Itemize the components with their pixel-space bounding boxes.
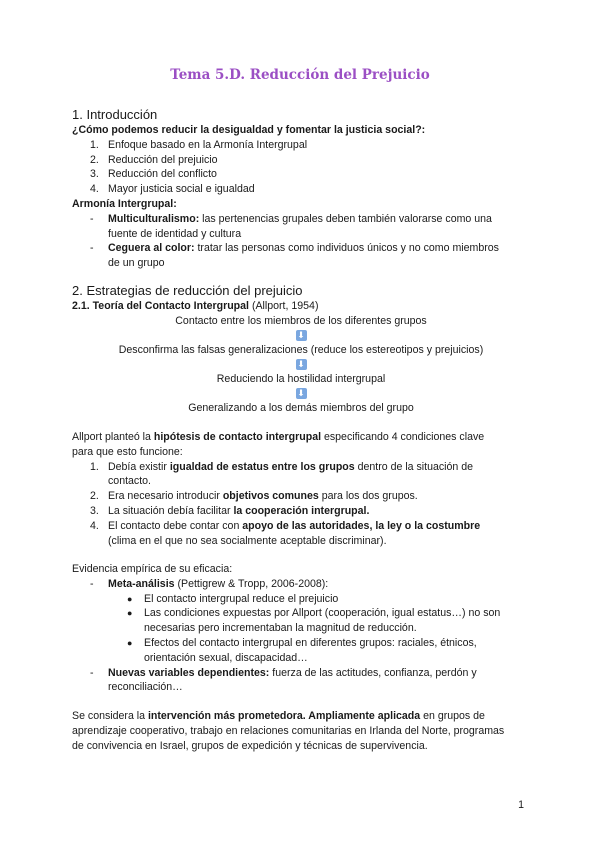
paragraph: Evidencia empírica de su eficacia: xyxy=(72,563,233,575)
list-item: 3. Reducción del conflicto xyxy=(90,168,217,181)
bullet-item: ● Efectos del contacto intergrupal en diferentes grupos: raciales, étnicos, orientación sexual, discapacidad… xyxy=(127,636,477,664)
paragraph: Allport planteó la hipótesis de contacto intergrupal especificando 4 condiciones clave para que esto funcione: xyxy=(72,431,485,458)
document-title: Tema 5.D. Reducción del Prejuicio xyxy=(170,67,430,83)
section-estrategias xyxy=(72,283,530,416)
dash-item-nuevas: - Nuevas variables dependientes: fuerza de las actitudes, confianza, perdón y reconciliación… xyxy=(90,666,477,694)
flow-step: Contacto entre los miembros de los diferentes grupos xyxy=(175,314,427,327)
list-item: 2. Era necesario introducir objetivos comunes para los dos grupos. xyxy=(90,490,418,503)
section-introduccion xyxy=(72,107,530,271)
flow-diagram xyxy=(72,314,530,416)
list-item: 1. Debía existir igualdad de estatus entre los grupos dentro de la situación de contacto. xyxy=(90,460,474,488)
list-item: 4. El contacto debe contar con apoyo de las autoridades, la ley o la costumbre (clima en el que no sea socialmente aceptable discriminar). xyxy=(90,519,481,547)
subsection-heading: 2.1. Teoría del Contacto Intergrupal (Allport, 1954) xyxy=(72,300,319,312)
arrow-down-icon: ⬇ xyxy=(297,359,305,370)
section-heading: 1. Introducción xyxy=(72,107,158,122)
list-item: 3. La situación debía facilitar la cooperación intergrupal. xyxy=(90,504,370,517)
flow-step: Reduciendo la hostilidad intergrupal xyxy=(216,373,386,386)
list-item: 4. Mayor justicia social e igualdad xyxy=(90,183,255,196)
paragraph: Se considera la intervención más prometedora. Ampliamente aplicada en grupos de aprendizaje cooperativo, trabajo en relaciones comunitarias en Irlanda del Norte, programas de convivencia en Israel, grupos de expedición y técnicas de supervivencia. xyxy=(72,710,505,752)
bullet-item: ● El contacto intergrupal reduce el prejuicio xyxy=(127,592,339,605)
dash-item-ceguera: - Ceguera al color: tratar las personas como individuos únicos y no como miembros de un grupo xyxy=(90,242,499,270)
list-item: 2. Reducción del prejuicio xyxy=(90,153,218,166)
bullet-item: ● Las condiciones expuestas por Allport (cooperación, igual estatus…) no son necesarias pero incrementaban la magnitud de reducción. xyxy=(127,607,501,635)
armonia-label: Armonía Intergrupal: xyxy=(72,197,177,210)
question-text: ¿Cómo podemos reducir la desigualdad y fomentar la justicia social?: xyxy=(72,124,426,136)
dash-item-meta: - Meta-análisis (Pettigrew & Tropp, 2006-2008): xyxy=(90,577,329,590)
flow-step: Desconfirma las falsas generalizaciones (reduce los estereotipos y prejuicios) xyxy=(118,343,484,356)
section-heading: 2. Estrategias de reducción del prejuicio xyxy=(72,283,303,298)
flow-step: Generalizando a los demás miembros del grupo xyxy=(188,402,414,415)
evidence-section xyxy=(72,562,530,695)
arrow-down-icon: ⬇ xyxy=(297,388,305,399)
allport-conditions xyxy=(72,430,530,548)
dash-item-multiculturalismo: - Multiculturalismo: las pertenencias grupales deben también valorarse como una fuente de identidad y cultura xyxy=(90,212,492,240)
numbered-list xyxy=(72,138,530,197)
list-item: 1. Enfoque basado en la Armonía Intergrupal xyxy=(90,138,308,151)
closing-paragraph xyxy=(72,709,530,753)
arrow-down-icon: ⬇ xyxy=(297,330,305,341)
page-number: 1 xyxy=(518,799,524,811)
